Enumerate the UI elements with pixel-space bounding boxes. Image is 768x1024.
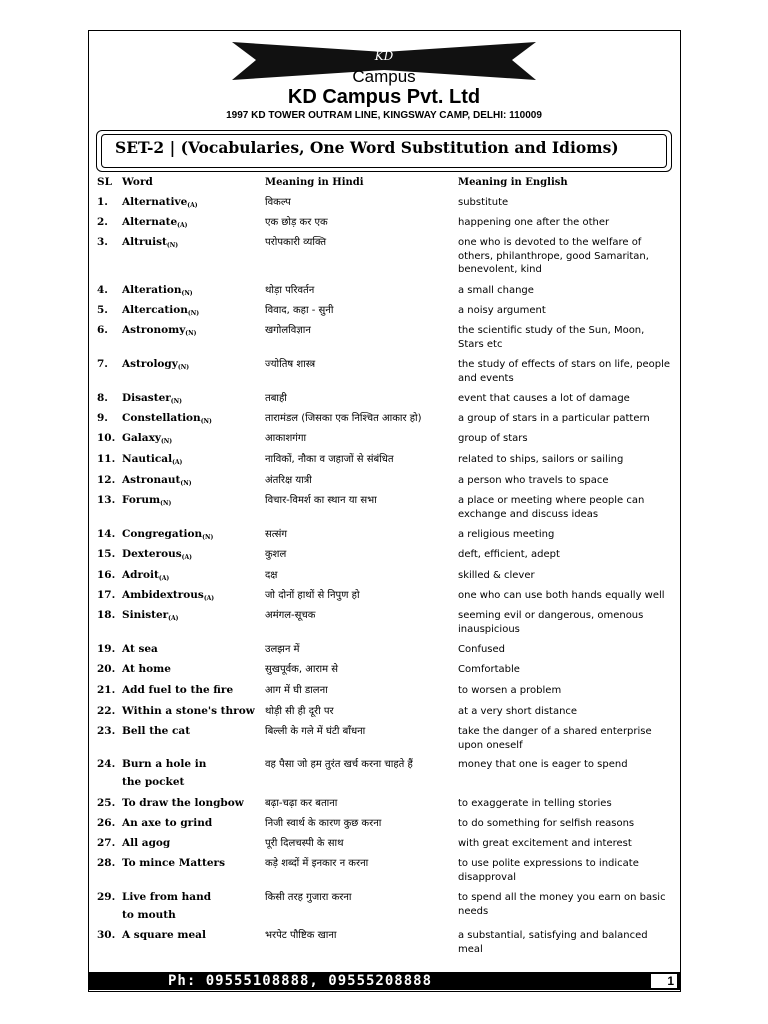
row-hindi-meaning: विकल्प (265, 197, 291, 208)
part-of-speech: (N) (187, 310, 200, 317)
row-word: Constellation$_{(N)}$ (122, 412, 212, 425)
row-word: Bell the cat (122, 725, 191, 737)
row-english-meaning: substitute (458, 197, 509, 208)
row-word: Astronaut$_{(N)}$ (122, 474, 192, 487)
row-english-meaning: deft, efficient, adept (458, 549, 560, 560)
row-hindi-meaning: कुशल (265, 549, 287, 560)
footer-phones: Ph: 09555108888, 09555208888 (168, 973, 433, 989)
row-sl: 1. (97, 196, 108, 208)
row-english-meaning: at a very short distance (458, 706, 578, 717)
kd-campus-logo (232, 38, 536, 88)
page-number: 1 (651, 974, 677, 988)
row-hindi-meaning: कड़े शब्दों में इनकार न करना (265, 858, 369, 869)
row-sl: 24. (97, 758, 116, 770)
row-word: Within a stone's throw (122, 705, 255, 717)
row-word: All agog (122, 837, 171, 849)
row-sl: 28. (97, 857, 116, 869)
row-hindi-meaning: पूरी दिलचस्पी के साथ (265, 838, 344, 849)
svg-text:Campus: Campus (352, 67, 416, 86)
row-english-meaning: group of stars (458, 433, 528, 444)
row-sl: 17. (97, 589, 116, 601)
set-title-box (96, 130, 672, 172)
row-sl: 20. (97, 663, 116, 675)
part-of-speech: (N) (166, 242, 179, 249)
row-hindi-meaning: वह पैसा जो हम तुरंत खर्च करना चाहते हैं (265, 759, 413, 770)
row-word: Alternative$_{(A)}$ (122, 196, 198, 209)
part-of-speech: (N) (180, 480, 192, 487)
row-sl: 26. (97, 817, 116, 829)
row-english-meaning: seeming evil or dangerous, omenous inauspicious (458, 610, 644, 635)
part-of-speech: (N) (160, 438, 173, 445)
row-hindi-meaning: विचार-विमर्श का स्थान या सभा (265, 495, 377, 506)
row-sl: 30. (97, 929, 116, 941)
row-hindi-meaning: विवाद, कहा - सुनी (265, 305, 334, 316)
row-word: To draw the longbow (122, 797, 244, 809)
row-sl: 27. (97, 837, 116, 849)
company-name: KD Campus Pvt. Ltd (287, 86, 481, 108)
row-english-meaning: a small change (458, 285, 534, 296)
row-hindi-meaning: उलझन में (265, 644, 300, 655)
row-hindi-meaning: आकाशगंगा (265, 433, 307, 444)
row-sl: 15. (97, 548, 116, 560)
row-english-meaning: the study of effects of stars on life, people and events (458, 359, 671, 384)
row-hindi-meaning: दक्ष (265, 570, 278, 581)
row-hindi-meaning: निजी स्वार्थ के कारण कुछ करना (265, 818, 382, 829)
col-sl: SL (97, 176, 112, 188)
row-word: Adroit$_{(A)}$ (122, 569, 170, 582)
row-sl: 5. (97, 304, 108, 316)
part-of-speech: (A) (172, 459, 183, 466)
row-sl: 25. (97, 797, 116, 809)
row-english-meaning: a group of stars in a particular pattern (458, 413, 650, 424)
row-sl: 11. (97, 453, 116, 465)
row-word: Congregation$_{(N)}$ (122, 528, 214, 541)
row-english-meaning: one who can use both hands equally well (458, 590, 665, 601)
part-of-speech: (N) (177, 364, 190, 371)
row-english-meaning: the scientific study of the Sun, Moon, Stars etc (458, 325, 645, 350)
row-sl: 12. (97, 474, 116, 486)
row-english-meaning: to exaggerate in telling stories (458, 798, 612, 809)
row-sl: 19. (97, 643, 116, 655)
row-english-meaning: Confused (458, 644, 506, 655)
row-word: An axe to grind (122, 817, 213, 829)
row-english-meaning: a person who travels to space (458, 475, 609, 486)
row-hindi-meaning: तारामंडल (जिसका एक निश्चित आकार हो) (265, 413, 422, 424)
row-word: Forum$_{(N)}$ (122, 494, 172, 507)
row-sl: 18. (97, 609, 116, 621)
row-hindi-meaning: परोपकारी व्यक्ति (265, 237, 327, 248)
row-word: To mince Matters (122, 857, 225, 869)
row-english-meaning: take the danger of a shared enterprise upon oneself (458, 726, 652, 751)
set-title: SET-2 | (Vocabularies, One Word Substitution and Idioms) (115, 138, 619, 157)
part-of-speech: (A) (181, 554, 193, 561)
col-hindi: Meaning in Hindi (265, 177, 364, 188)
row-english-meaning: to use polite expressions to indicate disapproval (458, 858, 639, 883)
row-hindi-meaning: सत्संग (265, 529, 288, 540)
row-sl: 8. (97, 392, 108, 404)
row-sl: 10. (97, 432, 116, 444)
row-word: Dexterous$_{(A)}$ (122, 548, 193, 561)
row-hindi-meaning: थोड़ी सी ही दूरी पर (265, 706, 334, 717)
row-word: Ambidextrous$_{(A)}$ (122, 589, 215, 602)
row-english-meaning: with great excitement and interest (458, 838, 632, 849)
row-english-meaning: to spend all the money you earn on basic needs (458, 892, 666, 917)
row-english-meaning: event that causes a lot of damage (458, 393, 630, 404)
row-hindi-meaning: एक छोड़ कर एक (265, 217, 328, 228)
row-sl: 13. (97, 494, 116, 506)
row-word: A square meal (122, 929, 206, 941)
row-english-meaning: Comfortable (458, 664, 520, 675)
part-of-speech: (N) (185, 330, 197, 337)
row-hindi-meaning: सुखपूर्वक, आराम से (265, 664, 339, 675)
row-sl: 29. (97, 891, 116, 903)
part-of-speech: (A) (158, 575, 170, 582)
row-word: Altruist$_{(N)}$ (122, 236, 179, 249)
row-english-meaning: related to ships, sailors or sailing (458, 454, 624, 465)
row-word: Galaxy$_{(N)}$ (122, 432, 173, 445)
row-english-meaning: a religious meeting (458, 529, 555, 540)
row-hindi-meaning: बिल्ली के गले में घंटी बाँधना (265, 726, 366, 737)
row-hindi-meaning: बढ़ा-चढ़ा कर बताना (265, 798, 338, 809)
part-of-speech: (N) (170, 398, 182, 405)
row-hindi-meaning: किसी तरह गुजारा करना (265, 892, 352, 903)
row-word: Add fuel to the fire (122, 684, 234, 696)
row-english-meaning: a noisy argument (458, 305, 546, 316)
footer-bar (88, 972, 681, 990)
row-hindi-meaning: जो दोनों हाथों से निपुण हो (265, 590, 360, 601)
row-english-meaning: one who is devoted to the welfare of others, philanthrope, good Samaritan, benevolent, kind (458, 237, 649, 275)
row-sl: 14. (97, 528, 116, 540)
row-hindi-meaning: खगोलविज्ञान (265, 325, 311, 336)
row-sl: 7. (97, 358, 108, 370)
row-english-meaning: to do something for selfish reasons (458, 818, 635, 829)
part-of-speech: (A) (203, 595, 215, 602)
svg-text:KD: KD (374, 49, 394, 63)
company-address: 1997 KD TOWER OUTRAM LINE, KINGSWAY CAMP, DELHI: 110009 (226, 110, 542, 121)
row-sl: 21. (97, 684, 116, 696)
row-word: Astrology$_{(N)}$ (122, 358, 190, 371)
row-sl: 23. (97, 725, 116, 737)
row-english-meaning: to worsen a problem (458, 685, 562, 696)
row-english-meaning: skilled & clever (458, 570, 535, 581)
row-hindi-meaning: तबाही (265, 393, 287, 404)
col-english: Meaning in English (458, 177, 568, 188)
row-word: Astronomy$_{(N)}$ (122, 324, 197, 337)
row-sl: 22. (97, 705, 116, 717)
row-english-meaning: a substantial, satisfying and balanced meal (458, 930, 648, 955)
part-of-speech: (N) (160, 500, 172, 507)
row-word: Altercation$_{(N)}$ (122, 304, 200, 317)
row-word: Live from hand to mouth (122, 891, 212, 921)
part-of-speech: (A) (187, 202, 198, 209)
row-sl: 3. (97, 236, 108, 248)
row-sl: 9. (97, 412, 108, 424)
part-of-speech: (A) (168, 615, 179, 622)
row-word: Alternate$_{(A)}$ (122, 216, 188, 229)
row-english-meaning: money that one is eager to spend (458, 759, 628, 770)
row-word: Burn a hole in the pocket (122, 758, 207, 788)
part-of-speech: (N) (200, 418, 212, 425)
row-word: Disaster$_{(N)}$ (122, 392, 182, 405)
row-hindi-meaning: थोड़ा परिवर्तन (265, 285, 315, 296)
row-word: At sea (122, 643, 158, 655)
row-sl: 6. (97, 324, 108, 336)
row-english-meaning: happening one after the other (458, 217, 610, 228)
row-word: Sinister$_{(A)}$ (122, 609, 179, 622)
row-sl: 2. (97, 216, 108, 228)
part-of-speech: (N) (202, 534, 214, 541)
row-hindi-meaning: अंतरिक्ष यात्री (265, 475, 312, 486)
row-hindi-meaning: भरपेट पौष्टिक खाना (265, 930, 337, 941)
row-english-meaning: a place or meeting where people can exchange and discuss ideas (458, 495, 645, 520)
row-sl: 16. (97, 569, 116, 581)
col-word: Word (122, 176, 153, 188)
row-sl: 4. (97, 284, 108, 296)
row-hindi-meaning: आग में घी डालना (265, 685, 328, 696)
part-of-speech: (A) (177, 222, 188, 229)
row-word: Nautical$_{(A)}$ (122, 453, 183, 466)
row-word: Alteration$_{(N)}$ (122, 284, 193, 297)
row-hindi-meaning: नाविकों, नौका व जहाजों से संबंधित (265, 454, 394, 465)
part-of-speech: (N) (181, 290, 193, 297)
row-hindi-meaning: ज्योतिष शास्त्र (265, 359, 316, 370)
row-word: At home (122, 663, 171, 675)
row-hindi-meaning: अमंगल-सूचक (265, 610, 316, 621)
